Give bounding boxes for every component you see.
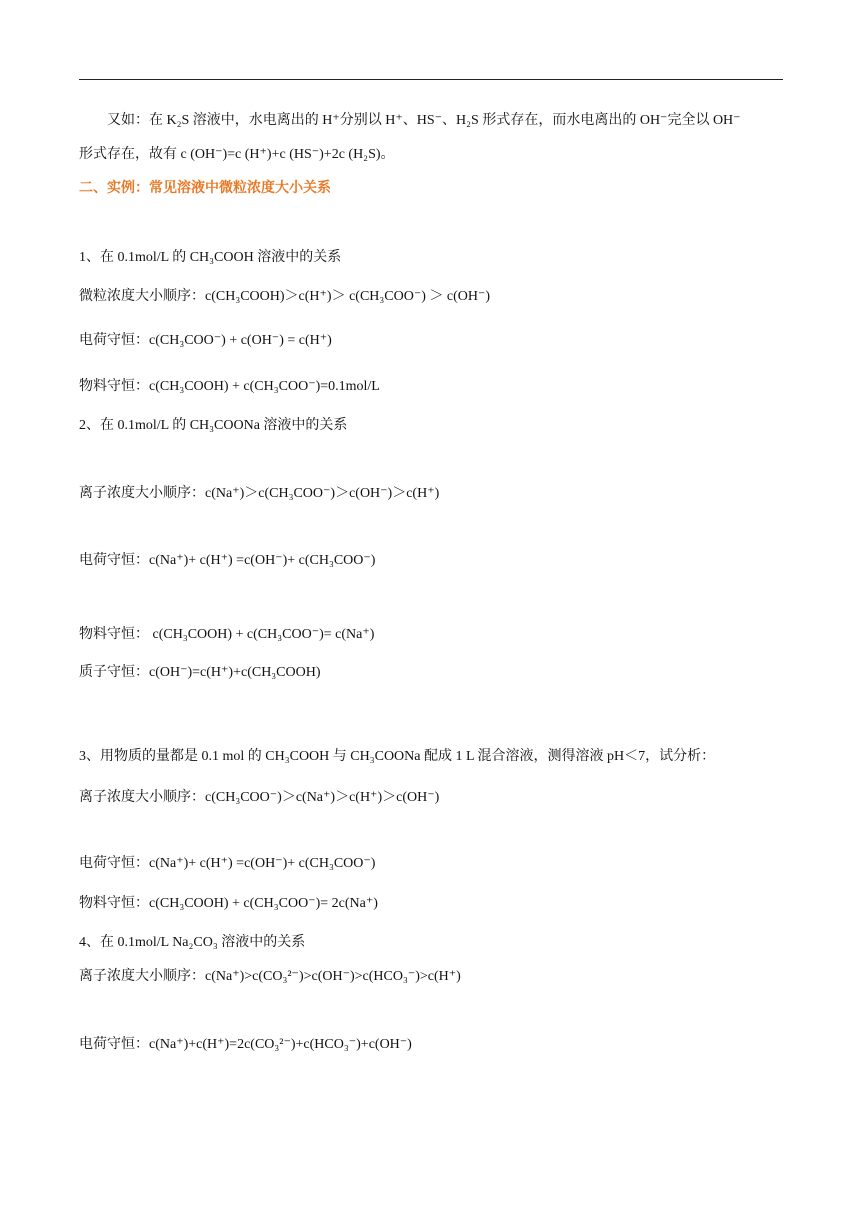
item-2-charge-balance: 电荷守恒：c(Na⁺)+ c(H⁺) =c(OH⁻)+ c(CH₃COO⁻) <box>79 553 376 568</box>
item-3-charge-balance: 电荷守恒：c(Na⁺)+ c(H⁺) =c(OH⁻)+ c(CH₃COO⁻) <box>79 856 376 871</box>
item-4-title: 4、在 0.1mol/L Na₂CO₃ 溶液中的关系 <box>79 935 306 950</box>
paragraph-k2s-line2: 形式存在，故有 c (OH⁻)=c (H⁺)+c (HS⁻)+2c (H₂S)。 <box>79 147 395 162</box>
item-3-title: 3、用物质的量都是 0.1 mol 的 CH₃COOH 与 CH₃COONa 配成 1 L 混合溶液，测得溶液 pH＜7，试分析： <box>79 749 716 764</box>
item-2-material-balance: 物料守恒： c(CH₃COOH) + c(CH₃COO⁻)= c(Na⁺) <box>79 627 375 642</box>
item-4-charge-balance: 电荷守恒：c(Na⁺)+c(H⁺)=2c(CO₃²⁻)+c(HCO₃⁻)+c(OH⁻) <box>79 1037 412 1052</box>
section-heading: 二、实例：常见溶液中微粒浓度大小关系 <box>79 181 331 196</box>
item-2-title: 2、在 0.1mol/L 的 CH₃COONa 溶液中的关系 <box>79 418 348 433</box>
item-2-proton-balance: 质子守恒：c(OH⁻)=c(H⁺)+c(CH₃COOH) <box>79 665 321 680</box>
item-4-order: 离子浓度大小顺序：c(Na⁺)>c(CO₃²⁻)>c(OH⁻)>c(HCO₃⁻)>c(H⁺) <box>79 969 461 984</box>
paragraph-k2s-line1: 又如：在 K₂S 溶液中，水电离出的 H⁺分别以 H⁺、HS⁻、H₂S 形式存在，而水电离出的 OH⁻完全以 OH⁻ <box>107 113 741 128</box>
item-1-charge-balance: 电荷守恒：c(CH₃COO⁻) + c(OH⁻) = c(H⁺) <box>79 333 332 348</box>
header-rule <box>79 79 783 80</box>
item-2-order: 离子浓度大小顺序：c(Na⁺)＞c(CH₃COO⁻)＞c(OH⁻)＞c(H⁺) <box>79 486 440 501</box>
item-1-order: 微粒浓度大小顺序：c(CH₃COOH)＞c(H⁺)＞ c(CH₃COO⁻) ＞ c(OH⁻) <box>79 289 491 304</box>
item-1-title: 1、在 0.1mol/L 的 CH₃COOH 溶液中的关系 <box>79 250 342 265</box>
item-3-order: 离子浓度大小顺序：c(CH₃COO⁻)＞c(Na⁺)＞c(H⁺)＞c(OH⁻) <box>79 790 440 805</box>
item-1-material-balance: 物料守恒：c(CH₃COOH) + c(CH₃COO⁻)=0.1mol/L <box>79 379 380 394</box>
item-3-material-balance: 物料守恒：c(CH₃COOH) + c(CH₃COO⁻)= 2c(Na⁺) <box>79 896 378 911</box>
